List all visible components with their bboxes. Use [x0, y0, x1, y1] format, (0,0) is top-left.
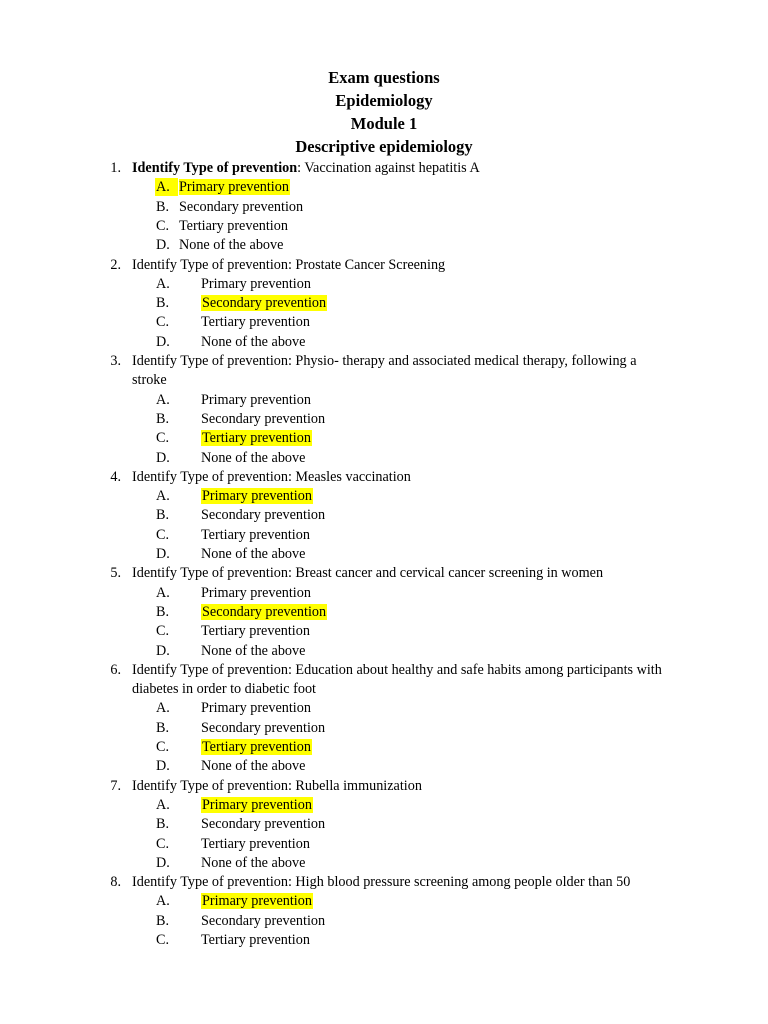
question-bold-prefix: Identify Type of prevention: [132, 160, 298, 176]
option-text-highlighted: Tertiary prevention: [202, 739, 311, 755]
option-label: None of the above: [201, 546, 306, 562]
option-text: [201, 313, 310, 331]
option-label: None of the above: [201, 333, 306, 350]
option-label: Secondary prevention: [201, 507, 326, 524]
question-text: [132, 159, 480, 177]
option-letter: B.: [156, 603, 170, 620]
option-text-highlighted: Tertiary prevention: [202, 430, 311, 447]
option-text: [201, 584, 311, 602]
option-text: [201, 449, 305, 467]
option-letter: A.: [156, 391, 170, 408]
option-text: [201, 912, 325, 930]
option-letter: D.: [156, 854, 170, 871]
option-text: [201, 757, 305, 775]
option-letter: A.: [156, 488, 170, 505]
subject-title: Epidemiology: [335, 91, 433, 110]
option-letter: B.: [156, 295, 170, 312]
option-letter: C.: [156, 739, 170, 755]
option-label: Tertiary prevention: [201, 526, 310, 543]
option-text: [201, 892, 313, 910]
option-letter: C.: [156, 314, 170, 331]
option-letter: C.: [156, 835, 170, 852]
question-number: 3.: [110, 353, 121, 369]
question-number: 5.: [110, 565, 121, 582]
question-number: 6.: [110, 661, 121, 678]
option-text: [201, 410, 325, 428]
option-text: [179, 236, 283, 254]
option-text: [201, 603, 327, 621]
option-letter: A.: [155, 178, 178, 196]
option-text: [201, 526, 310, 544]
option-label: Tertiary prevention: [201, 314, 310, 331]
option-letter: C.: [156, 526, 170, 543]
question-number: 8.: [110, 874, 121, 891]
option-label: None of the above: [201, 449, 306, 466]
option-label: Secondary prevention: [201, 816, 326, 833]
option-letter: A.: [156, 893, 170, 910]
option-letter: A.: [156, 796, 170, 813]
option-text-highlighted: Primary prevention: [202, 796, 312, 813]
option-text: [201, 642, 305, 660]
question-text: Identify Type of prevention: Rubella immunization: [132, 777, 422, 794]
option-text: [201, 294, 327, 312]
option-letter: D.: [156, 758, 170, 775]
option-text: [201, 738, 312, 756]
option-letter: A.: [156, 275, 170, 292]
option-letter: D.: [156, 237, 170, 254]
question-number: 1.: [110, 160, 121, 176]
option-letter: B.: [156, 198, 170, 215]
option-letter: D.: [156, 449, 170, 466]
option-text-highlighted: Secondary prevention: [202, 295, 327, 312]
option-label: Tertiary prevention: [179, 217, 288, 234]
option-letter: D.: [156, 546, 170, 562]
option-text: [201, 429, 312, 447]
option-text: [201, 796, 313, 814]
option-letter: B.: [156, 912, 170, 929]
option-text-highlighted: Primary prevention: [179, 179, 289, 196]
option-label: Tertiary prevention: [201, 835, 310, 852]
option-label: None of the above: [201, 854, 306, 871]
option-label: Primary prevention: [201, 584, 311, 601]
option-label: None of the above: [201, 758, 306, 775]
option-letter: C.: [156, 217, 170, 234]
option-label: Secondary prevention: [201, 410, 326, 427]
option-text: [201, 815, 325, 833]
option-label: Primary prevention: [201, 700, 311, 717]
option-letter: D.: [156, 333, 170, 350]
question-text-rest: : Vaccination against hepatitis A: [297, 160, 480, 176]
option-label: Secondary prevention: [201, 912, 326, 929]
option-text-highlighted: Primary prevention: [202, 488, 312, 505]
option-label: Primary prevention: [201, 391, 311, 408]
option-text: [201, 699, 311, 717]
option-letter: C.: [156, 623, 170, 640]
option-label: Primary prevention: [201, 275, 311, 292]
option-letter: C.: [156, 932, 170, 948]
option-label: Secondary prevention: [201, 719, 326, 736]
option-text: [179, 198, 303, 216]
option-text: [179, 217, 288, 235]
option-letter: B.: [156, 816, 170, 833]
option-text: [201, 275, 311, 293]
option-text: [201, 719, 325, 737]
question-text: Identify Type of prevention: Physio- therapy and associated medical therapy, following a: [132, 353, 637, 369]
question-number: 4.: [110, 468, 121, 485]
question-text: Identify Type of prevention: Breast cancer and cervical cancer screening in women: [132, 565, 604, 582]
option-text: [201, 333, 305, 351]
option-text: [201, 506, 325, 524]
question-text: Identify Type of prevention: Education about healthy and safe habits among participants with: [132, 661, 662, 678]
exam-title: Exam questions: [328, 68, 440, 87]
question-number: 7.: [110, 777, 121, 794]
option-letter: B.: [156, 719, 170, 736]
option-text: [201, 622, 310, 640]
topic-title: Descriptive epidemiology: [295, 137, 473, 156]
option-text-highlighted: Secondary prevention: [202, 603, 327, 620]
option-text: [201, 487, 313, 505]
option-label: None of the above: [179, 237, 284, 254]
option-letter: B.: [156, 410, 170, 427]
option-label: Tertiary prevention: [201, 623, 310, 640]
option-letter: C.: [156, 430, 170, 447]
option-text-highlighted: Primary prevention: [202, 893, 312, 910]
module-title: Module 1: [350, 114, 418, 133]
question-text-continued: diabetes in order to diabetic foot: [132, 681, 316, 698]
option-text: [201, 545, 305, 563]
question-text: Identify Type of prevention: Measles vaccination: [132, 468, 411, 485]
option-label: Secondary prevention: [179, 198, 304, 215]
option-letter: B.: [156, 507, 170, 524]
question-text-continued: stroke: [132, 372, 167, 389]
question-number: 2.: [110, 256, 121, 273]
option-text: [201, 391, 311, 409]
option-text: [179, 178, 290, 196]
option-letter: A.: [156, 584, 170, 601]
option-label: None of the above: [201, 642, 306, 659]
question-text: Identify Type of prevention: High blood pressure screening among people older than 50: [132, 874, 631, 891]
option-text: [201, 854, 305, 872]
option-label: Tertiary prevention: [201, 932, 310, 948]
option-letter: D.: [156, 642, 170, 659]
option-text: [201, 931, 310, 949]
option-text: [201, 835, 310, 853]
option-letter: A.: [156, 700, 170, 717]
question-text: Identify Type of prevention: Prostate Cancer Screening: [132, 256, 446, 273]
